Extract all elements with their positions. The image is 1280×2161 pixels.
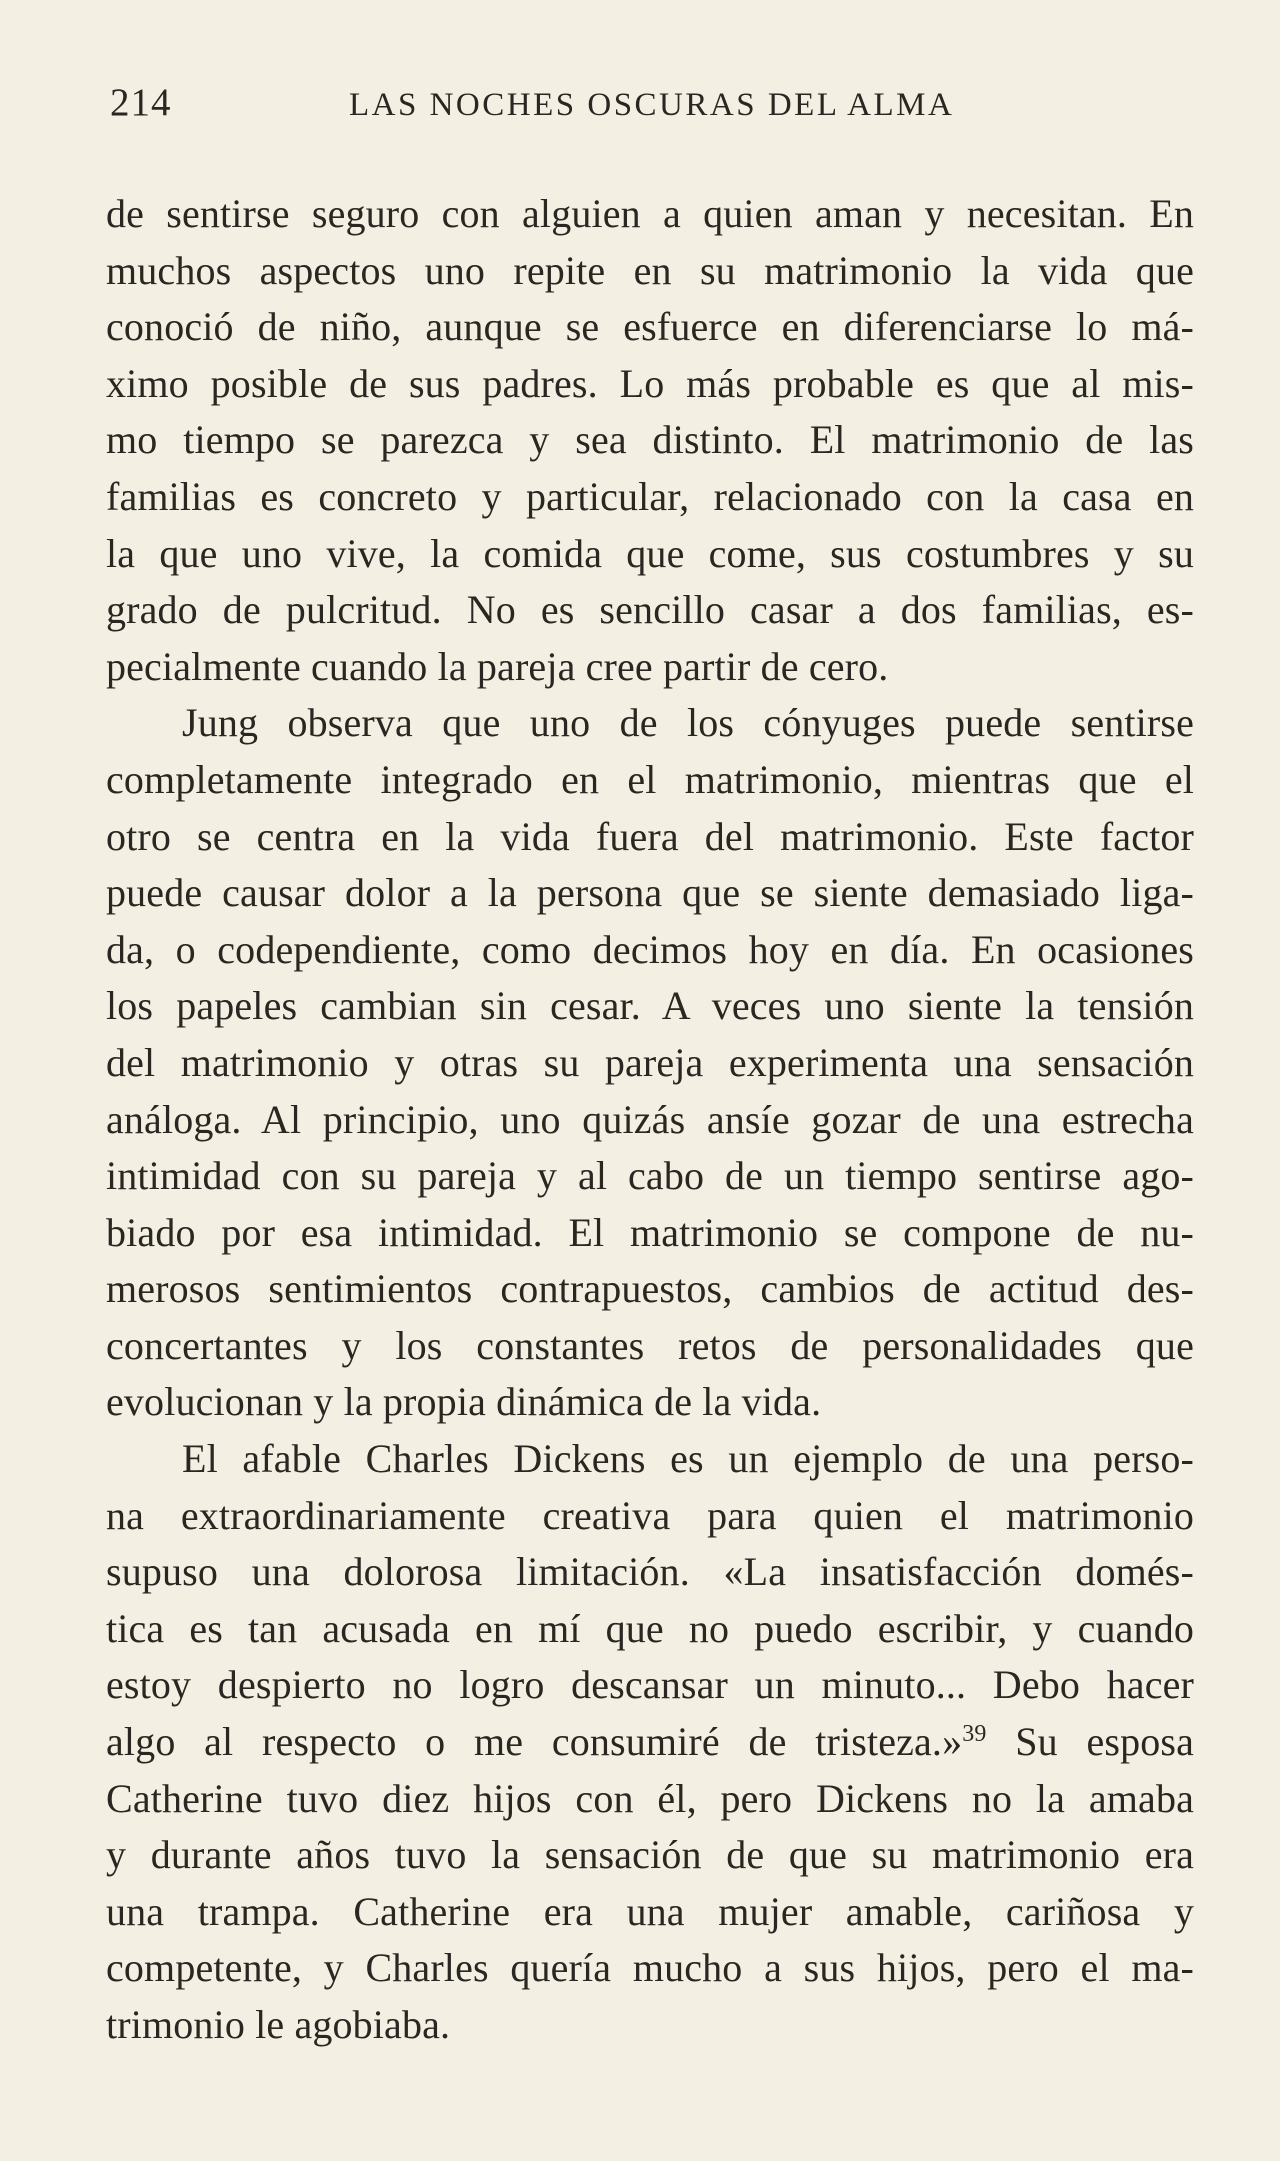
text-line: estoy despierto no logro descansar un minuto... Debo hacer: [106, 1662, 1194, 1708]
text-segment: algo al respecto o me consumiré de tristeza.»: [106, 1719, 963, 1765]
text-line: supuso una dolorosa limitación. «La insatisfacción domés-: [106, 1549, 1194, 1595]
text-line: una trampa. Catherine era una mujer amable, cariñosa y: [106, 1888, 1194, 1934]
running-head: [110, 78, 1190, 128]
text-line: intimidad con su pareja y al cabo de un tiempo sentirse ago-: [106, 1153, 1194, 1199]
paragraph-start-line: El afable Charles Dickens es un ejemplo de una perso-: [182, 1436, 1194, 1482]
text-line: ximo posible de sus padres. Lo más probable es que al mis-: [106, 360, 1194, 406]
text-line: trimonio le agobiaba.: [106, 2002, 451, 2047]
text-line: tica es tan acusada en mí que no puedo escribir, y cuando: [106, 1605, 1194, 1651]
text-segment: Su esposa: [986, 1719, 1195, 1765]
text-line: la que uno vive, la comida que come, sus costumbres y su: [106, 530, 1194, 576]
paragraph-start-line: Jung observa que uno de los cónyuges puede sentirse: [182, 700, 1194, 746]
text-line: pecialmente cuando la pareja cree partir de cero.: [106, 643, 889, 689]
body-text: [106, 186, 1194, 2054]
text-line: grado de pulcritud. No es sencillo casar a dos familias, es-: [106, 587, 1194, 633]
footnote-reference: 39: [962, 1721, 987, 1748]
text-line: de sentirse seguro con alguien a quien aman y necesitan. En: [106, 191, 1194, 236]
text-line: mo tiempo se parezca y sea distinto. El matrimonio de las: [106, 417, 1194, 463]
running-title: LAS NOCHES OSCURAS DEL ALMA: [349, 87, 955, 123]
text-line: familias es concreto y particular, relacionado con la casa en: [106, 473, 1194, 519]
text-line-with-footnote: [106, 1714, 1194, 1771]
text-line: completamente integrado en el matrimonio, mientras que el: [106, 756, 1194, 802]
text-line: biado por esa intimidad. El matrimonio se compone de nu-: [106, 1209, 1194, 1255]
text-line: concertantes y los constantes retos de personalidades que: [106, 1322, 1194, 1368]
text-line: otro se centra en la vida fuera del matrimonio. Este factor: [106, 813, 1194, 859]
text-line: na extraordinariamente creativa para quien el matrimonio: [106, 1492, 1194, 1538]
page-number: 214: [110, 81, 172, 124]
text-line: Catherine tuvo diez hijos con él, pero Dickens no la amaba: [106, 1775, 1194, 1821]
text-line: puede causar dolor a la persona que se siente demasiado liga-: [106, 870, 1194, 916]
text-line: conoció de niño, aunque se esfuerce en diferenciarse lo má-: [106, 304, 1194, 350]
text-line: competente, y Charles quería mucho a sus hijos, pero el ma-: [106, 1945, 1194, 1991]
text-line: y durante años tuvo la sensación de que su matrimonio era: [106, 1832, 1194, 1878]
text-line: da, o codependiente, como decimos hoy en día. En ocasiones: [106, 926, 1194, 972]
text-line: evolucionan y la propia dinámica de la vida.: [106, 1379, 822, 1425]
text-line: análoga. Al principio, uno quizás ansíe gozar de una estrecha: [106, 1096, 1194, 1142]
text-line: los papeles cambian sin cesar. A veces uno siente la tensión: [106, 983, 1194, 1029]
text-line: del matrimonio y otras su pareja experimenta una sensación: [106, 1039, 1194, 1085]
text-line: merosos sentimientos contrapuestos, cambios de actitud des-: [106, 1266, 1194, 1312]
text-line: muchos aspectos uno repite en su matrimonio la vida que: [106, 247, 1194, 293]
